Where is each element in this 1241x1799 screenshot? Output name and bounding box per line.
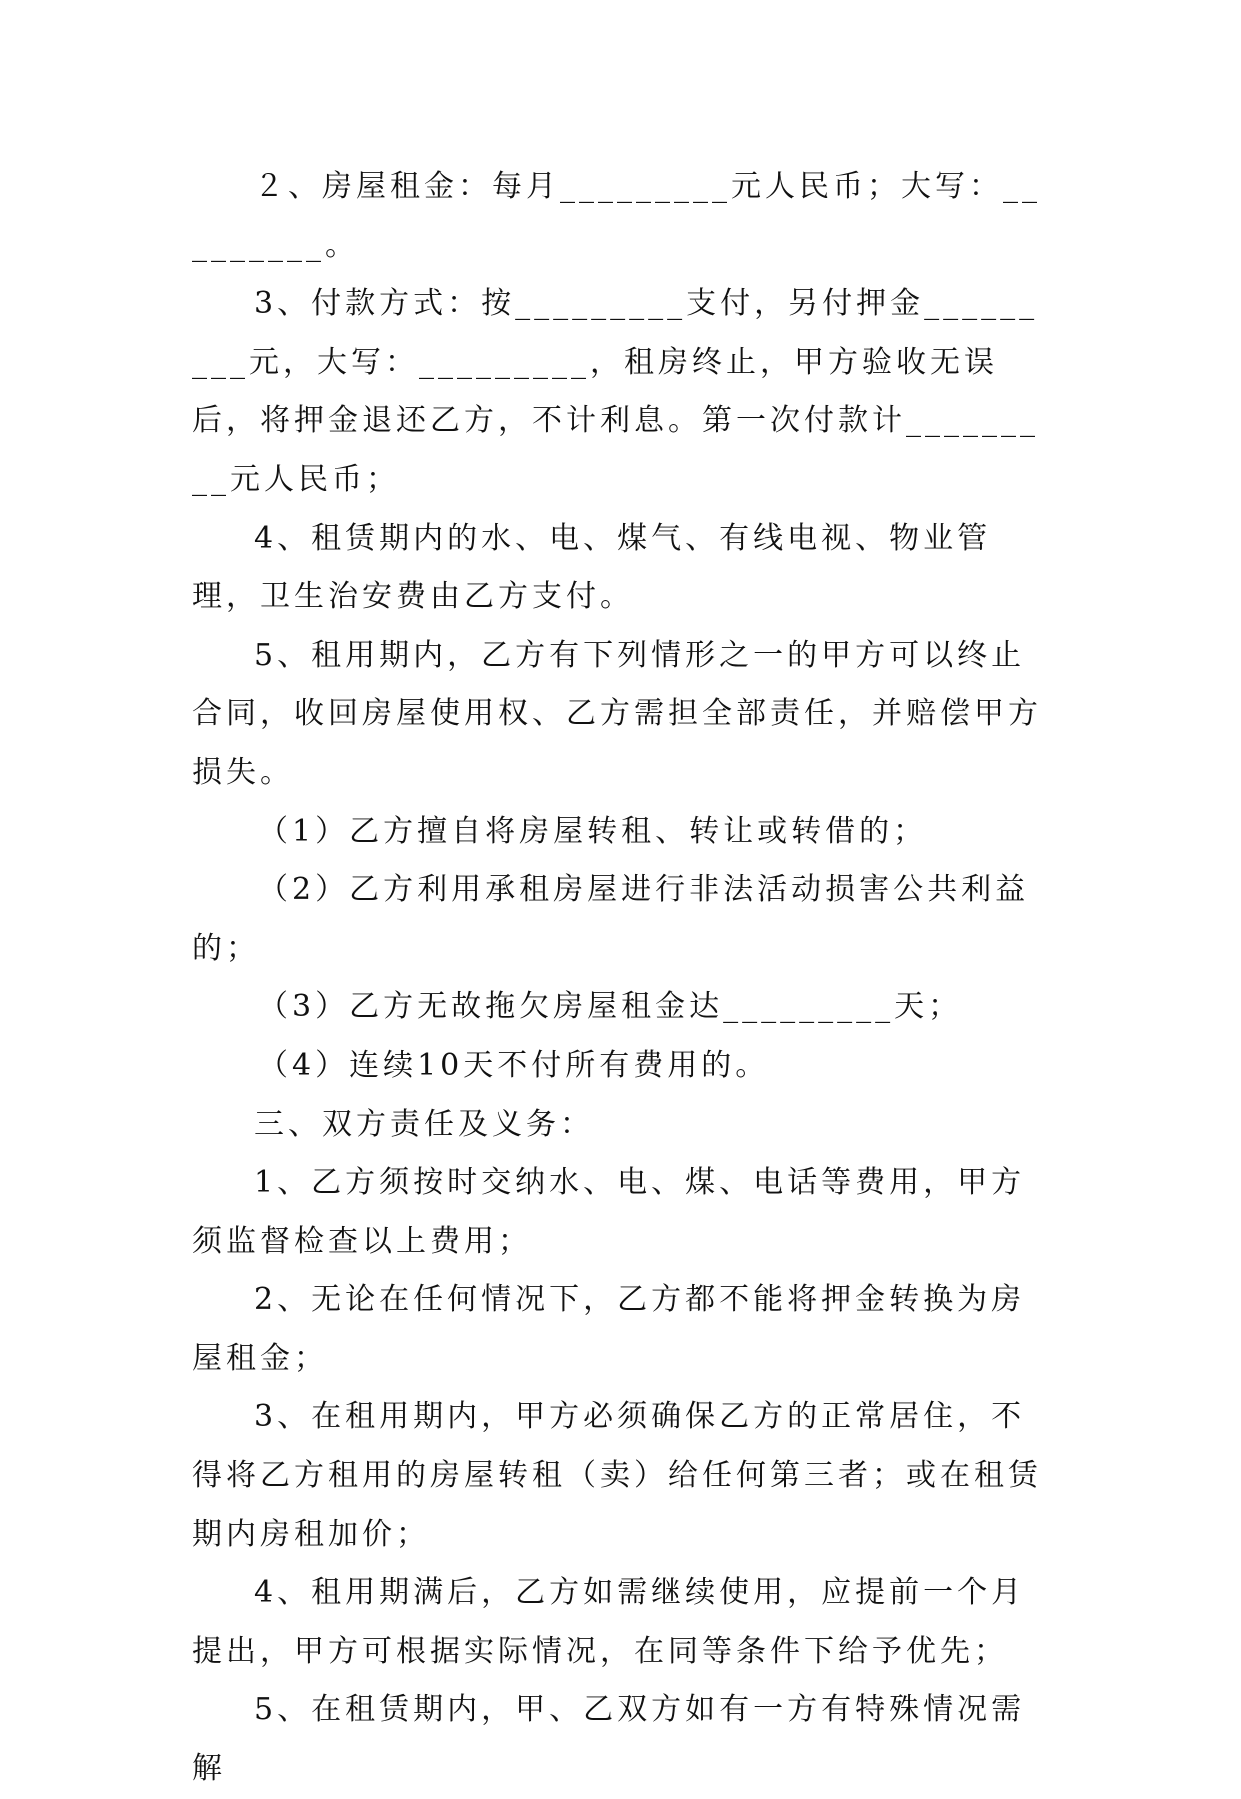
- paragraph-payment: 3、付款方式：按_________支付，另付押金_________元，大写：_________，租房终止，甲方验收无误后，将押金退还乙方，不计利息。第一次付款计_________元人民币；: [192, 286, 1039, 497]
- section-heading-responsibilities: 三、双方责任及义务：: [254, 1106, 594, 1142]
- paragraph-duty-1: 1、乙方须按时交纳水、电、煤、电话等费用，甲方须监督检查以上费用；: [192, 1165, 1026, 1259]
- contract-body: [192, 158, 1054, 1799]
- paragraph-duty-5: 5、在租赁期内，甲、乙双方如有一方有特殊情况需解: [192, 1692, 1026, 1787]
- paragraph-case-1: （1）乙方擅自将房屋转租、转让或转借的；: [258, 813, 928, 849]
- paragraph-duty-4: 4、租用期满后，乙方如需继续使用，应提前一个月提出，甲方可根据实际情况，在同等条件下给予优先；: [192, 1575, 1026, 1669]
- paragraph-duty-3: 3、在租用期内，甲方必须确保乙方的正常居住，不得将乙方租用的房屋转租（卖）给任何第三者；或在租赁期内房租加价；: [192, 1399, 1042, 1552]
- paragraph-case-4: （4）连续10天不付所有费用的。: [258, 1047, 770, 1083]
- paragraph-utilities: 4、租赁期内的水、电、煤气、有线电视、物业管理，卫生治安费由乙方支付。: [192, 520, 992, 615]
- paragraph-rent: ２、房屋租金：每月_________元人民币；大写：_________。: [192, 169, 1041, 263]
- paragraph-duty-2: 2、无论在任何情况下，乙方都不能将押金转换为房屋租金；: [192, 1282, 1026, 1376]
- paragraph-termination: 5、租用期内，乙方有下列情形之一的甲方可以终止合同，收回房屋使用权、乙方需担全部责任，并赔偿甲方损失。: [192, 637, 1042, 790]
- paragraph-case-3: （3）乙方无故拖欠房屋租金达_________天；: [258, 989, 963, 1025]
- paragraph-case-2: （2）乙方利用承租房屋进行非法活动损害公共利益的；: [192, 872, 1030, 966]
